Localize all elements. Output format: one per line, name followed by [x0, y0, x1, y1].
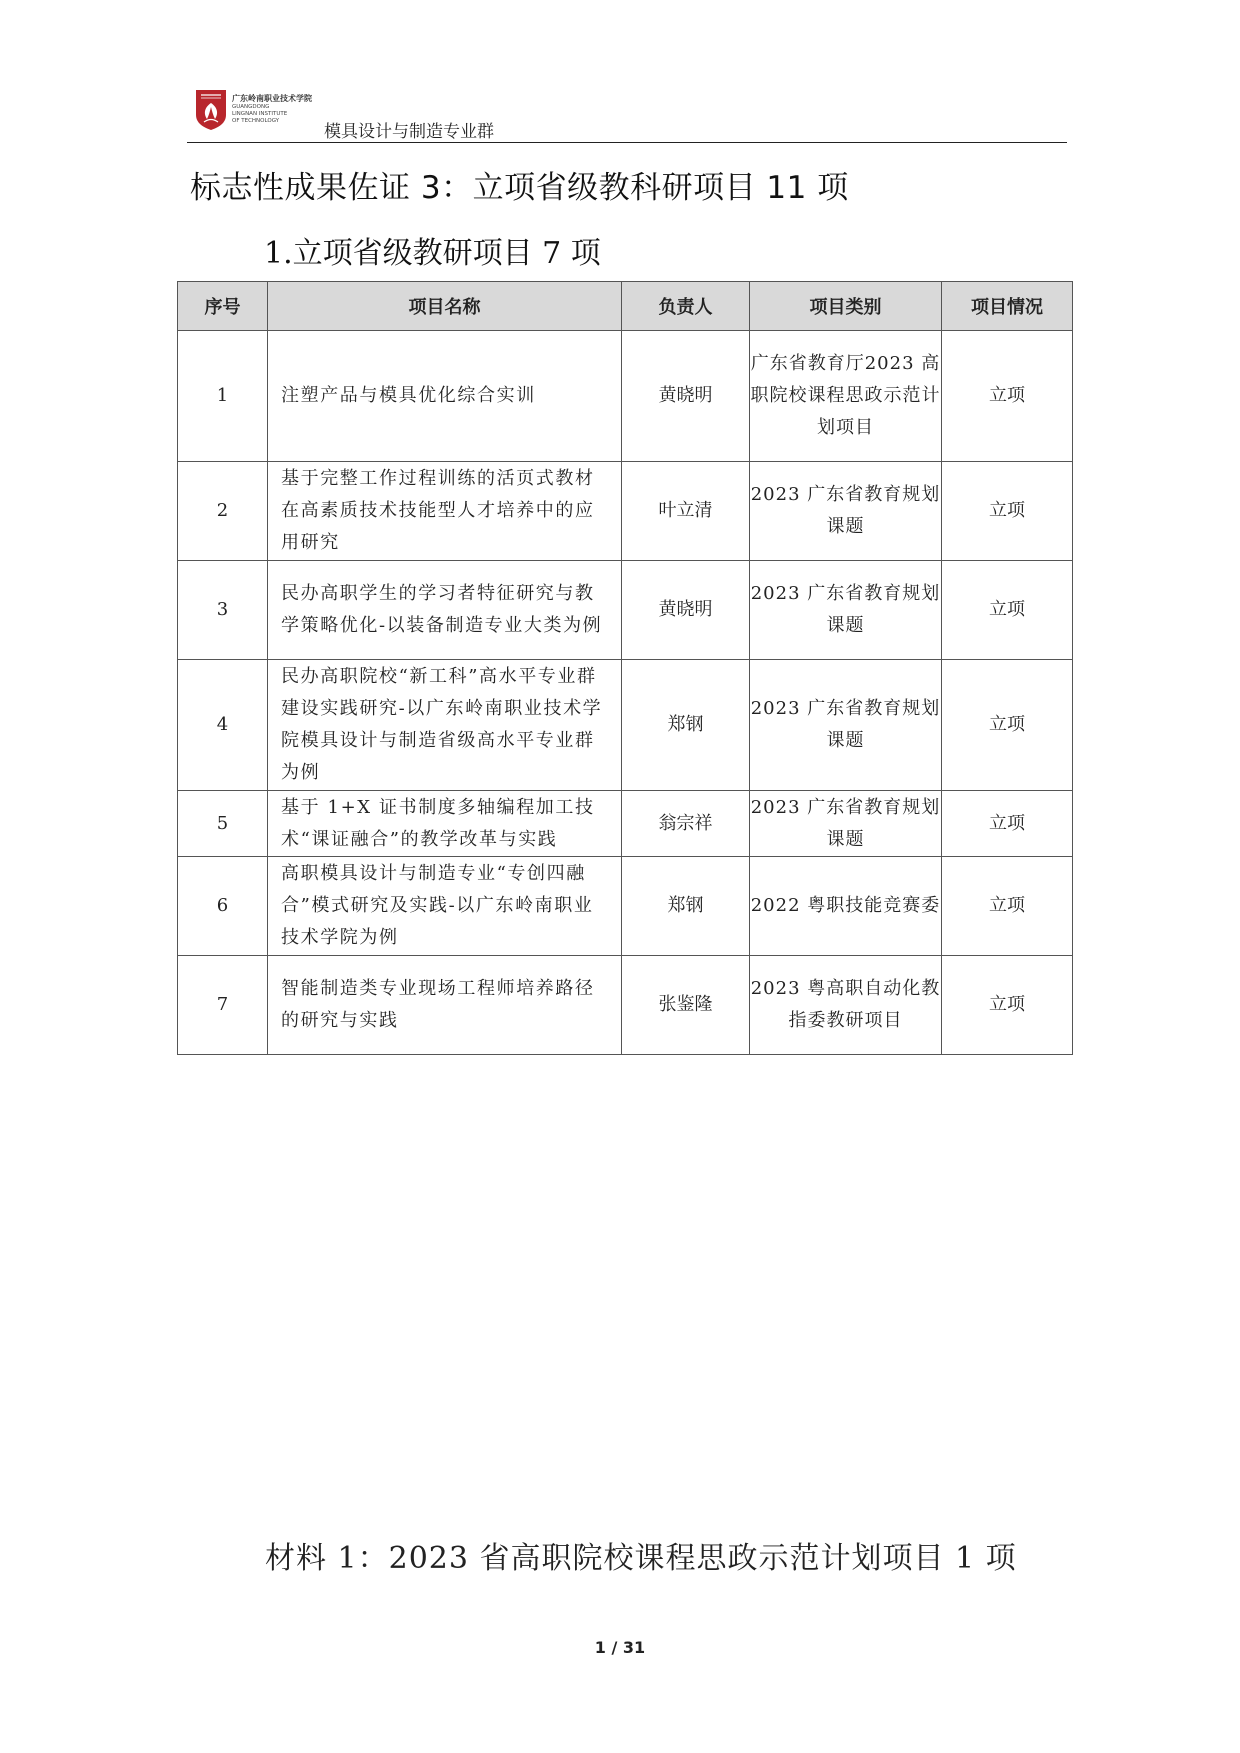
row-index: 5	[178, 791, 268, 857]
row-status: 立项	[942, 857, 1073, 956]
row-project-name: 民办高职学生的学习者特征研究与教学策略优化-以装备制造专业大类为例	[268, 561, 622, 660]
row-owner: 张鉴隆	[622, 956, 750, 1055]
row-status: 立项	[942, 956, 1073, 1055]
row-project-type: 2023 粤高职自动化教指委教研项目	[750, 956, 942, 1055]
row-owner: 郑钢	[622, 857, 750, 956]
school-logo-icon	[195, 89, 227, 131]
row-status: 立项	[942, 331, 1073, 462]
row-status: 立项	[942, 462, 1073, 561]
row-project-type: 广东省教育厅2023 高职院校课程思政示范计划项目	[750, 331, 942, 462]
professional-group-name: 模具设计与制造专业群	[324, 122, 494, 142]
row-project-name: 高职模具设计与制造专业“专创四融合”模式研究及实践-以广东岭南职业技术学院为例	[268, 857, 622, 956]
header-divider	[187, 142, 1067, 143]
row-project-type: 2022 粤职技能竞赛委	[750, 857, 942, 956]
row-index: 1	[178, 331, 268, 462]
row-project-type: 2023 广东省教育规划课题	[750, 660, 942, 791]
material-caption: 材料 1：2023 省高职院校课程思政示范计划项目 1 项	[265, 1541, 1017, 1576]
table-row	[178, 660, 1073, 791]
row-owner: 黄晓明	[622, 331, 750, 462]
row-project-name: 基于完整工作过程训练的活页式教材在高素质技术技能型人才培养中的应用研究	[268, 462, 622, 561]
row-index: 2	[178, 462, 268, 561]
row-owner: 叶立清	[622, 462, 750, 561]
institution-name-cn: 广东岭南职业技术学院	[232, 94, 312, 103]
header-owner: 负责人	[622, 282, 750, 331]
row-project-name: 基于 1+X 证书制度多轴编程加工技术“课证融合”的教学改革与实践	[268, 791, 622, 857]
table-row	[178, 331, 1073, 462]
row-index: 7	[178, 956, 268, 1055]
page-number: 1 / 31	[594, 1638, 646, 1657]
row-owner: 郑钢	[622, 660, 750, 791]
row-project-name: 民办高职院校“新工科”高水平专业群建设实践研究-以广东岭南职业技术学院模具设计与制造省级高水平专业群为例	[268, 660, 622, 791]
row-index: 3	[178, 561, 268, 660]
row-status: 立项	[942, 791, 1073, 857]
row-owner: 黄晓明	[622, 561, 750, 660]
row-project-type: 2023 广东省教育规划课题	[750, 561, 942, 660]
row-owner: 翁宗祥	[622, 791, 750, 857]
row-project-name: 智能制造类专业现场工程师培养路径的研究与实践	[268, 956, 622, 1055]
table-header-row	[178, 282, 1073, 331]
row-status: 立项	[942, 561, 1073, 660]
projects-table	[177, 281, 1073, 1055]
page-title: 标志性成果佐证 3：立项省级教科研项目 11 项	[190, 170, 849, 206]
row-project-name: 注塑产品与模具优化综合实训	[268, 331, 622, 462]
page-header	[187, 84, 1067, 146]
table-row	[178, 857, 1073, 956]
header-project-type: 项目类别	[750, 282, 942, 331]
header-project-status: 项目情况	[942, 282, 1073, 331]
row-project-type: 2023 广东省教育规划课题	[750, 791, 942, 857]
table-row	[178, 462, 1073, 561]
row-status: 立项	[942, 660, 1073, 791]
row-index: 6	[178, 857, 268, 956]
row-index: 4	[178, 660, 268, 791]
table-row	[178, 561, 1073, 660]
header-index: 序号	[178, 282, 268, 331]
header-project-name: 项目名称	[268, 282, 622, 331]
institution-name-en: GUANGDONG LINGNAN INSTITUTE OF TECHNOLOGY	[232, 104, 288, 124]
section-title: 1.立项省级教研项目 7 项	[264, 236, 601, 271]
row-project-type: 2023 广东省教育规划课题	[750, 462, 942, 561]
table-row	[178, 956, 1073, 1055]
table-row	[178, 791, 1073, 857]
